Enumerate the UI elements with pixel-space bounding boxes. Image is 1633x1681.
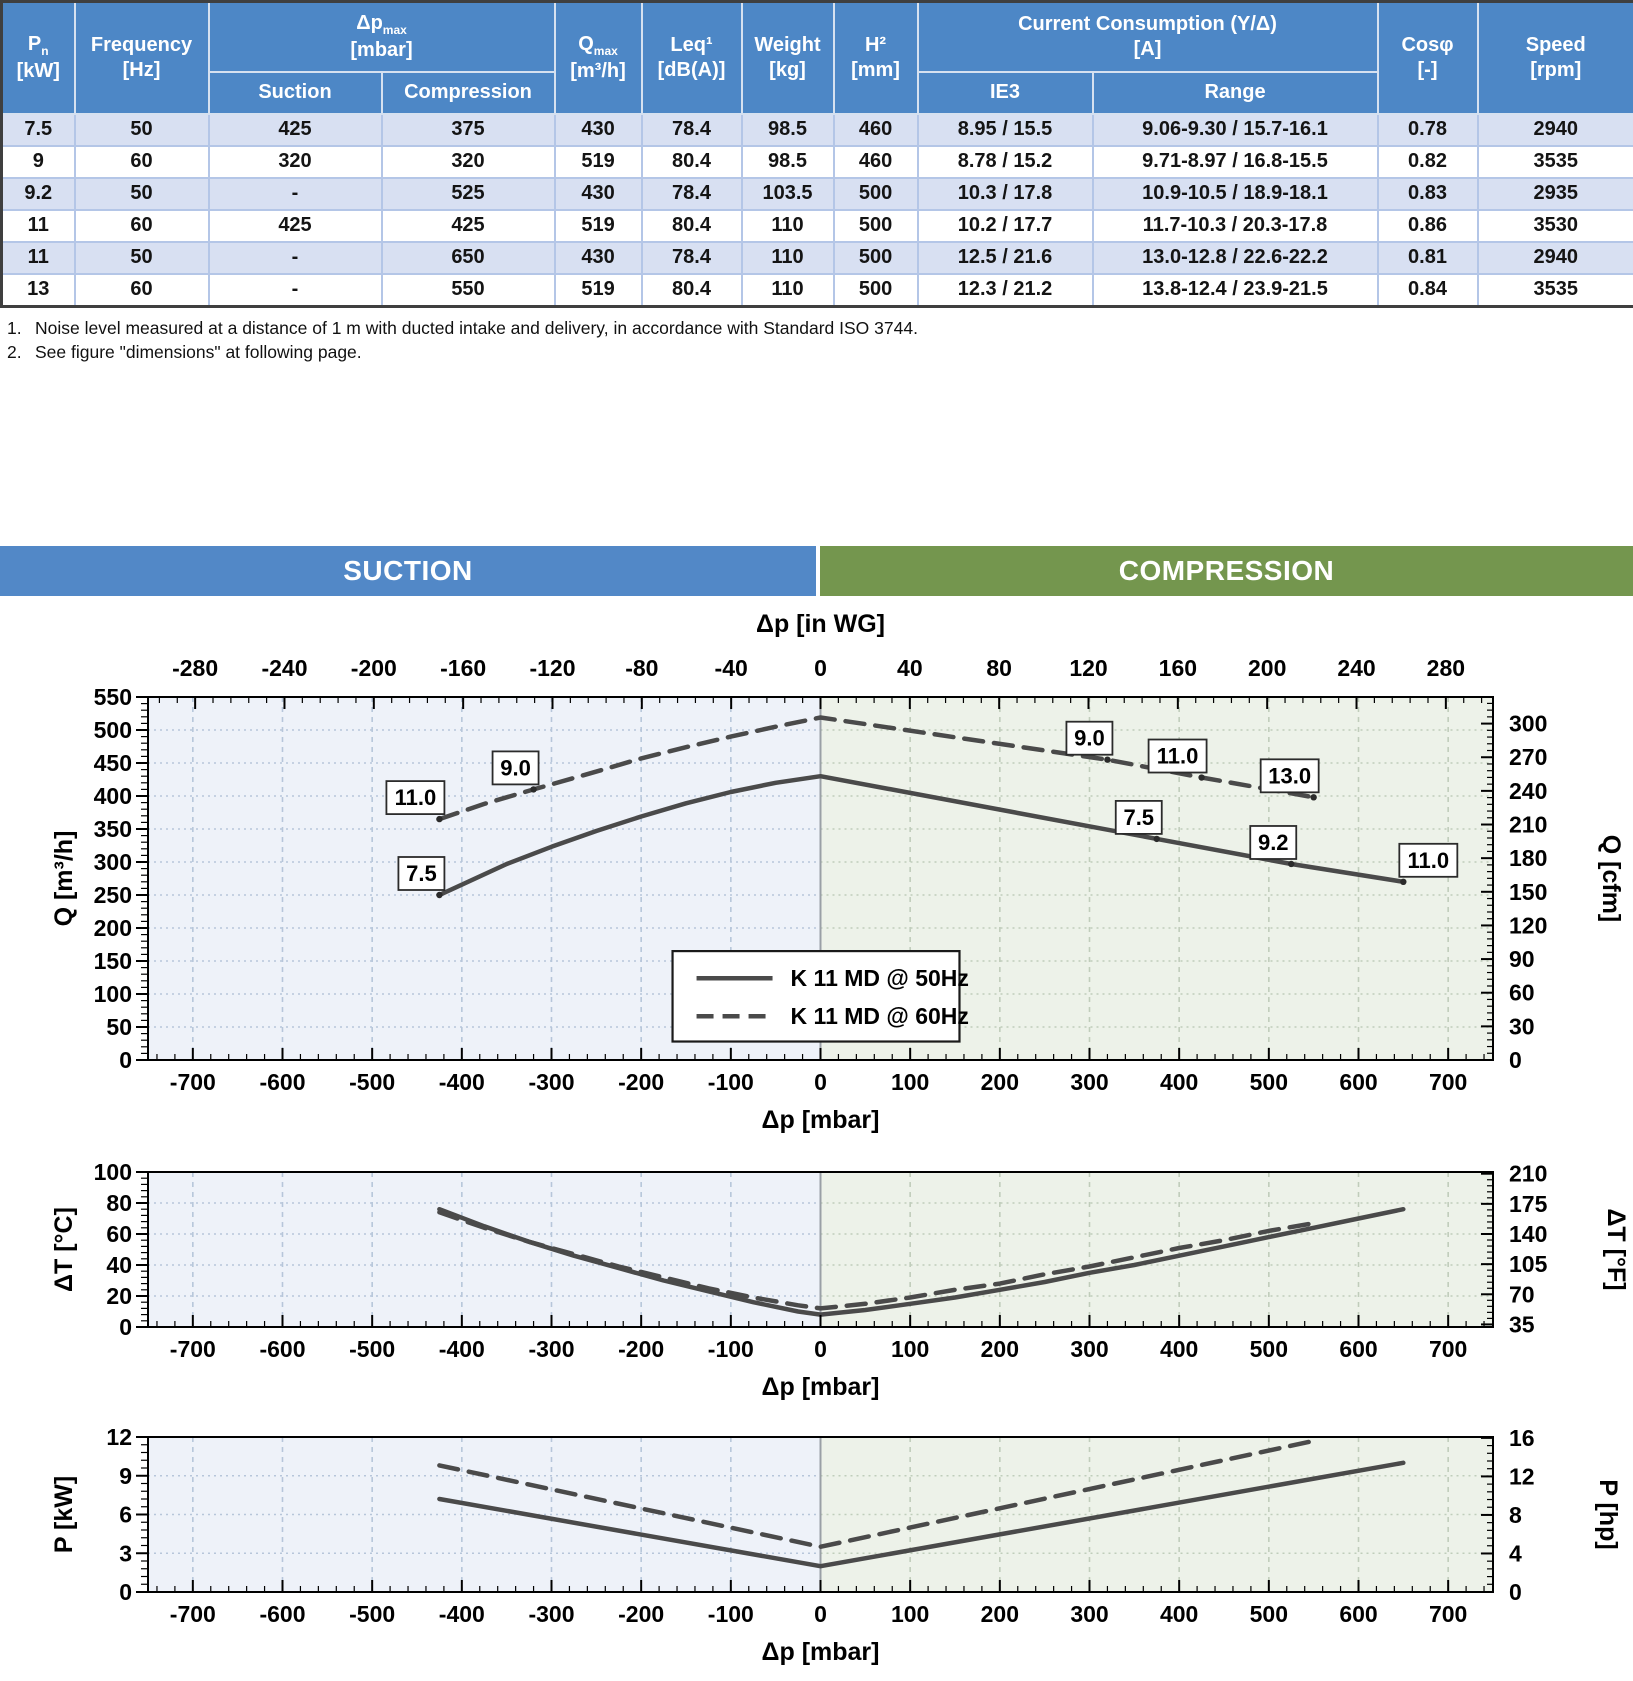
- x-tick-label: -600: [259, 1069, 306, 1095]
- table-cell: 98.5: [742, 114, 834, 146]
- right-tick-label: 300: [1509, 710, 1548, 737]
- table-cell: 519: [555, 210, 642, 242]
- y-axis-title: P [kW]: [50, 1475, 78, 1554]
- x-tick-label: -400: [438, 1336, 485, 1362]
- y-tick-label: 60: [106, 1221, 132, 1247]
- table-cell: 320: [209, 146, 382, 178]
- top-tick-label: 160: [1158, 655, 1198, 681]
- x-tick-label: -300: [528, 1336, 575, 1362]
- point-label-text: 9.0: [1074, 725, 1105, 751]
- table-cell: 0.83: [1378, 178, 1478, 210]
- col-header-suction: Suction: [209, 72, 382, 114]
- y-tick-label: 100: [93, 1159, 132, 1185]
- top-tick-label: -200: [350, 655, 397, 681]
- performance-charts: [0, 600, 1633, 1681]
- footnote-2: [7, 340, 918, 364]
- col-header-current-consumption: Current Consumption (Y/Δ) [A]: [918, 2, 1378, 72]
- top-tick-label: -240: [261, 655, 308, 681]
- x-tick-label: -500: [349, 1336, 396, 1362]
- x-tick-label: -100: [707, 1601, 754, 1627]
- top-tick-label: 80: [986, 655, 1012, 681]
- table-cell: 80.4: [642, 274, 742, 307]
- x-tick-label: 0: [814, 1069, 827, 1095]
- table-cell: 9.06-9.30 / 15.7-16.1: [1093, 114, 1378, 146]
- table-cell: 50: [75, 114, 209, 146]
- y-tick-label: 80: [106, 1190, 132, 1216]
- x-tick-label: 100: [890, 1336, 930, 1362]
- x-tick-label: -400: [438, 1601, 485, 1627]
- col-header-dpmax: $\Delta p_{max}$ [mbar]: [209, 2, 555, 72]
- spec-table-head: [2, 2, 1633, 114]
- x-tick-label: -700: [169, 1336, 216, 1362]
- suction-banner: SUCTION: [0, 546, 816, 596]
- point-marker: [1154, 836, 1160, 842]
- x-tick-label: 500: [1249, 1601, 1289, 1627]
- right-tick-label: 8: [1509, 1501, 1522, 1528]
- right-tick-label: 70: [1509, 1281, 1535, 1308]
- right-tick-label: 210: [1509, 1160, 1548, 1187]
- right-tick-label: 0: [1509, 1047, 1522, 1073]
- x-tick-label: 500: [1249, 1336, 1289, 1362]
- table-cell: 500: [834, 210, 918, 242]
- point-marker: [1104, 757, 1110, 763]
- right-tick-label: 105: [1509, 1251, 1548, 1278]
- col-header-pn: $P_n$ [kW]: [2, 2, 75, 114]
- right-axis-title: ΔT [°F]: [1602, 1208, 1630, 1291]
- x-tick-label: 0: [814, 1336, 827, 1362]
- table-cell: 13: [2, 274, 75, 307]
- x-tick-label: -700: [169, 1069, 216, 1095]
- table-cell: 425: [382, 210, 555, 242]
- table-cell: 98.5: [742, 146, 834, 178]
- right-tick-label: 30: [1509, 1013, 1535, 1040]
- table-cell: 110: [742, 210, 834, 242]
- top-tick-label: -120: [529, 655, 576, 681]
- table-row: [2, 114, 1633, 146]
- table-cell: 500: [834, 178, 918, 210]
- suction-region: [148, 1172, 821, 1327]
- x-axis-title: Δp [mbar]: [761, 1106, 880, 1134]
- table-cell: 11: [2, 210, 75, 242]
- table-cell: 0.78: [1378, 114, 1478, 146]
- top-tick-label: -160: [440, 655, 487, 681]
- x-tick-label: 400: [1159, 1336, 1199, 1362]
- table-cell: 50: [75, 178, 209, 210]
- y-tick-label: 400: [93, 783, 132, 809]
- point-label-text: 7.5: [1123, 804, 1155, 830]
- top-tick-label: 280: [1426, 655, 1466, 681]
- x-tick-label: -100: [707, 1069, 754, 1095]
- y-tick-label: 50: [106, 1014, 132, 1040]
- right-tick-label: 12: [1509, 1463, 1535, 1490]
- table-cell: 0.82: [1378, 146, 1478, 178]
- table-cell: 9.71-8.97 / 16.8-15.5: [1093, 146, 1378, 178]
- point-marker: [530, 786, 536, 792]
- col-header-frequency: Frequency [Hz]: [75, 2, 209, 114]
- table-cell: 10.3 / 17.8: [918, 178, 1093, 210]
- x-tick-label: 100: [890, 1069, 930, 1095]
- top-tick-label: 200: [1247, 655, 1287, 681]
- col-header-range: Range: [1093, 72, 1378, 114]
- right-tick-label: 150: [1509, 878, 1548, 905]
- y-tick-label: 12: [106, 1424, 132, 1450]
- y-axis-title: Q [m³/h]: [50, 830, 78, 927]
- table-cell: 425: [209, 210, 382, 242]
- right-tick-label: 90: [1509, 946, 1535, 973]
- table-cell: 375: [382, 114, 555, 146]
- table-cell: 0.81: [1378, 242, 1478, 274]
- point-marker: [1288, 861, 1294, 867]
- col-header-weight: Weight [kg]: [742, 2, 834, 114]
- y-tick-label: 150: [93, 948, 132, 974]
- x-tick-label: -300: [528, 1069, 575, 1095]
- table-cell: 80.4: [642, 146, 742, 178]
- x-tick-label: -500: [349, 1601, 396, 1627]
- y-axis-title: ΔT [°C]: [50, 1207, 78, 1292]
- y-tick-label: 0: [119, 1579, 132, 1605]
- table-cell: 8.78 / 15.2: [918, 146, 1093, 178]
- x-tick-label: -600: [259, 1601, 306, 1627]
- y-tick-label: 450: [93, 750, 132, 776]
- footnote-number: 1.: [7, 318, 22, 338]
- table-cell: 11: [2, 242, 75, 274]
- x-tick-label: 700: [1428, 1336, 1468, 1362]
- table-cell: 78.4: [642, 114, 742, 146]
- table-cell: 425: [209, 114, 382, 146]
- right-tick-label: 175: [1509, 1190, 1548, 1217]
- x-tick-label: -200: [618, 1336, 665, 1362]
- y-tick-label: 40: [106, 1252, 132, 1278]
- top-tick-label: -80: [625, 655, 659, 681]
- col-header-ie3: IE3: [918, 72, 1093, 114]
- col-header-qmax: $Q_{max}$ [m³/h]: [555, 2, 642, 114]
- point-marker: [436, 892, 442, 898]
- table-cell: -: [209, 242, 382, 274]
- y-tick-label: 0: [119, 1314, 132, 1340]
- x-axis-title: Δp [mbar]: [761, 1373, 880, 1401]
- right-tick-label: 16: [1509, 1424, 1535, 1451]
- table-cell: 430: [555, 114, 642, 146]
- right-tick-label: 4: [1509, 1540, 1522, 1567]
- y-tick-label: 20: [106, 1283, 132, 1309]
- table-cell: -: [209, 274, 382, 307]
- point-label-text: 13.0: [1268, 763, 1312, 789]
- table-cell: 2935: [1478, 178, 1633, 210]
- table-cell: 519: [555, 274, 642, 307]
- x-tick-label: -400: [438, 1069, 485, 1095]
- y-tick-label: 500: [93, 717, 132, 743]
- x-tick-label: 100: [890, 1601, 930, 1627]
- table-cell: 519: [555, 146, 642, 178]
- x-tick-label: 600: [1339, 1336, 1378, 1362]
- point-label-text: 7.5: [406, 861, 437, 886]
- table-cell: 2940: [1478, 242, 1633, 274]
- point-marker: [1198, 774, 1204, 780]
- right-tick-label: 210: [1509, 811, 1548, 838]
- table-cell: 13.8-12.4 / 23.9-21.5: [1093, 274, 1378, 307]
- top-tick-label: 0: [814, 655, 827, 681]
- table-row: [2, 242, 1633, 274]
- table-cell: 3530: [1478, 210, 1633, 242]
- table-cell: 7.5: [2, 114, 75, 146]
- table-cell: 550: [382, 274, 555, 307]
- x-tick-label: 700: [1428, 1069, 1468, 1095]
- footnote-text: Noise level measured at a distance of 1 m with ducted intake and delivery, in accordance with Standard ISO 3744.: [35, 318, 918, 338]
- table-cell: 430: [555, 178, 642, 210]
- table-cell: 8.95 / 15.5: [918, 114, 1093, 146]
- spec-table-body: [2, 114, 1633, 307]
- table-cell: 430: [555, 242, 642, 274]
- x-tick-label: 400: [1159, 1069, 1199, 1095]
- table-cell: 60: [75, 274, 209, 307]
- table-cell: 0.86: [1378, 210, 1478, 242]
- col-header-compression: Compression: [382, 72, 555, 114]
- footnote-number: 2.: [7, 342, 22, 363]
- table-cell: 11.7-10.3 / 20.3-17.8: [1093, 210, 1378, 242]
- table-cell: 9.2: [2, 178, 75, 210]
- table-cell: 12.5 / 21.6: [918, 242, 1093, 274]
- table-row: [2, 210, 1633, 242]
- table-cell: 525: [382, 178, 555, 210]
- x-axis-title: Δp [mbar]: [761, 1638, 880, 1666]
- table-cell: 9: [2, 146, 75, 178]
- table-cell: 650: [382, 242, 555, 274]
- x-tick-label: -200: [618, 1601, 665, 1627]
- col-header-cos: Cosφ [-]: [1378, 2, 1478, 114]
- table-cell: 500: [834, 242, 918, 274]
- y-tick-label: 6: [119, 1501, 132, 1528]
- y-tick-label: 550: [93, 684, 132, 710]
- footnotes: [7, 316, 918, 364]
- legend: [673, 951, 969, 1041]
- table-cell: 78.4: [642, 242, 742, 274]
- x-tick-label: -700: [169, 1601, 216, 1627]
- table-cell: 320: [382, 146, 555, 178]
- table-cell: 10.2 / 17.7: [918, 210, 1093, 242]
- table-cell: 10.9-10.5 / 18.9-18.1: [1093, 178, 1378, 210]
- table-cell: 460: [834, 146, 918, 178]
- y-tick-label: 250: [93, 882, 132, 908]
- table-cell: 0.84: [1378, 274, 1478, 307]
- col-header-leq: Leq¹ [dB(A)]: [642, 2, 742, 114]
- table-row: [2, 274, 1633, 307]
- x-tick-label: 0: [814, 1601, 827, 1627]
- y-tick-label: 0: [119, 1047, 132, 1073]
- point-label-text: 11.0: [1407, 847, 1450, 873]
- table-cell: 78.4: [642, 178, 742, 210]
- flow-chart: [50, 610, 1625, 1134]
- spec-table: [0, 0, 1633, 308]
- table-cell: 110: [742, 274, 834, 307]
- table-cell: 12.3 / 21.2: [918, 274, 1093, 307]
- x-tick-label: -600: [259, 1336, 306, 1362]
- x-tick-label: 400: [1159, 1601, 1199, 1627]
- x-tick-label: 200: [980, 1601, 1020, 1627]
- x-tick-label: 600: [1339, 1069, 1378, 1095]
- temperature-chart: [50, 1159, 1630, 1401]
- compression-banner: COMPRESSION: [820, 546, 1633, 596]
- top-tick-label: 120: [1069, 655, 1108, 681]
- table-cell: 2940: [1478, 114, 1633, 146]
- right-tick-label: 120: [1509, 912, 1548, 939]
- table-row: [2, 146, 1633, 178]
- x-tick-label: -100: [707, 1336, 754, 1362]
- table-cell: 500: [834, 274, 918, 307]
- y-tick-label: 300: [93, 849, 132, 875]
- point-marker: [1310, 794, 1316, 800]
- x-tick-label: 700: [1428, 1601, 1468, 1627]
- table-cell: 460: [834, 114, 918, 146]
- table-cell: 110: [742, 242, 834, 274]
- y-tick-label: 3: [119, 1540, 132, 1567]
- top-tick-label: -40: [714, 655, 748, 681]
- point-label-text: 9.2: [1257, 829, 1289, 855]
- table-cell: 3535: [1478, 274, 1633, 307]
- top-tick-label: 240: [1337, 655, 1376, 681]
- table-cell: 60: [75, 146, 209, 178]
- point-label-text: 11.0: [1156, 743, 1199, 769]
- x-tick-label: 300: [1070, 1336, 1109, 1362]
- table-cell: 13.0-12.8 / 22.6-22.2: [1093, 242, 1378, 274]
- right-tick-label: 35: [1509, 1311, 1535, 1338]
- x-tick-label: 300: [1070, 1601, 1109, 1627]
- top-tick-label: 40: [897, 655, 923, 681]
- table-cell: 60: [75, 210, 209, 242]
- power-chart: [50, 1424, 1622, 1666]
- x-tick-label: 200: [980, 1336, 1020, 1362]
- point-marker: [436, 816, 442, 822]
- table-cell: -: [209, 178, 382, 210]
- x-tick-label: -200: [618, 1069, 665, 1095]
- y-tick-label: 350: [93, 816, 132, 842]
- x-tick-label: 200: [980, 1069, 1020, 1095]
- table-cell: 3535: [1478, 146, 1633, 178]
- x-tick-label: 300: [1070, 1069, 1109, 1095]
- x-tick-label: -500: [349, 1069, 396, 1095]
- table-cell: 50: [75, 242, 209, 274]
- right-tick-label: 140: [1509, 1221, 1548, 1247]
- x-tick-label: -300: [528, 1601, 575, 1627]
- table-cell: 103.5: [742, 178, 834, 210]
- footnote-1: [7, 316, 918, 340]
- x-tick-label: 600: [1339, 1601, 1378, 1627]
- right-tick-label: 270: [1509, 744, 1548, 771]
- top-axis-title: Δp [in WG]: [755, 610, 886, 638]
- right-tick-label: 180: [1509, 845, 1548, 872]
- y-tick-label: 100: [93, 981, 132, 1007]
- footnote-text: See figure "dimensions" at following page.: [35, 342, 362, 363]
- top-tick-label: -280: [172, 655, 219, 681]
- x-tick-label: 500: [1249, 1069, 1289, 1095]
- right-axis-title: Q [cfm]: [1597, 834, 1625, 923]
- table-cell: 80.4: [642, 210, 742, 242]
- point-label-text: 9.0: [500, 755, 531, 781]
- table-row: [2, 178, 1633, 210]
- col-header-h: H² [mm]: [834, 2, 918, 114]
- legend-entry-label: K 11 MD @ 60Hz: [790, 1003, 969, 1030]
- point-label-text: 11.0: [394, 785, 437, 811]
- right-tick-label: 0: [1509, 1579, 1522, 1605]
- y-tick-label: 9: [119, 1462, 132, 1489]
- right-tick-label: 240: [1509, 777, 1548, 804]
- point-marker: [1400, 879, 1406, 885]
- col-header-speed: Speed [rpm]: [1478, 2, 1633, 114]
- right-axis-title: P [hp]: [1594, 1479, 1622, 1550]
- y-tick-label: 200: [93, 915, 132, 941]
- legend-entry-label: K 11 MD @ 50Hz: [790, 965, 969, 992]
- right-tick-label: 60: [1509, 979, 1535, 1006]
